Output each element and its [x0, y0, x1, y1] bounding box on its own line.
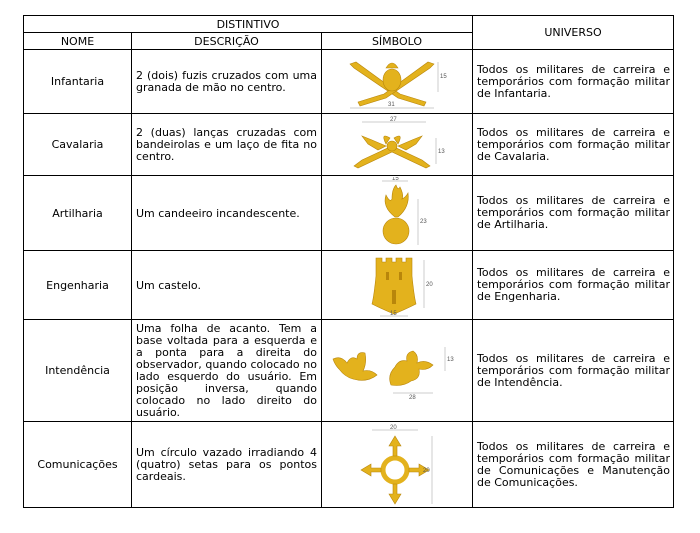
symbol-cell	[322, 50, 473, 114]
row-nome: Infantaria	[24, 50, 132, 114]
row-universo: Todos os militares de carreira e temporários com formação militar de Comunicações e Manutenção de Comunicações.	[473, 422, 674, 508]
header-simbolo: SÍMBOLO	[322, 33, 473, 50]
dim-label: 20	[423, 467, 430, 474]
dim-label: 13	[447, 356, 454, 363]
header-universo: UNIVERSO	[473, 16, 674, 50]
cavalaria-insignia-icon	[342, 116, 452, 174]
engenharia-insignia-icon	[352, 252, 442, 318]
row-nome: Engenharia	[24, 251, 132, 320]
row-nome: Cavalaria	[24, 114, 132, 176]
row-nome: Artilharia	[24, 176, 132, 251]
artilharia-insignia-icon	[352, 177, 442, 249]
table-row	[24, 320, 674, 422]
table-row	[24, 176, 674, 251]
dim-label: 15	[440, 73, 447, 80]
dim-label: 15	[392, 177, 399, 182]
header-distintivo: DISTINTIVO	[24, 16, 473, 33]
dim-label: 15	[390, 311, 397, 317]
row-nome: Comunicações	[24, 422, 132, 508]
table-row	[24, 50, 674, 114]
row-descricao: Um candeeiro incandescente.	[132, 176, 322, 251]
comunicacoes-insignia-icon	[352, 424, 442, 506]
dim-label: 20	[390, 424, 397, 431]
row-universo: Todos os militares de carreira e temporários com formação militar de Engenharia.	[473, 251, 674, 320]
row-universo: Todos os militares de carreira e temporários com formação militar de Artilharia.	[473, 176, 674, 251]
dim-label: 31	[388, 101, 395, 108]
row-universo: Todos os militares de carreira e temporários com formação militar de Intendência.	[473, 320, 674, 422]
table-row	[24, 114, 674, 176]
table-row	[24, 422, 674, 508]
symbol-cell	[322, 251, 473, 320]
dim-label: 28	[409, 394, 416, 401]
header-nome: NOME	[24, 33, 132, 50]
header-descricao: DESCRIÇÃO	[132, 33, 322, 50]
table-row	[24, 251, 674, 320]
dim-label: 23	[420, 219, 427, 225]
infantaria-insignia-icon	[342, 52, 452, 112]
dim-label: 27	[390, 116, 397, 123]
intendencia-insignia-icon	[327, 341, 467, 401]
row-descricao: Um círculo vazado irradiando 4 (quatro) setas para os pontos cardeais.	[132, 422, 322, 508]
row-descricao: Um castelo.	[132, 251, 322, 320]
row-descricao: Uma folha de acanto. Tem a base voltada para a esquerda e a ponta para a direita do observador, quando colocado no lado esquerdo do usuário. Em posição inversa, quando colocado no lado direito do usuário.	[132, 320, 322, 422]
row-universo: Todos os militares de carreira e temporários com formação militar de Cavalaria.	[473, 114, 674, 176]
symbol-cell	[322, 320, 473, 422]
symbol-cell	[322, 114, 473, 176]
distintivos-table	[23, 15, 674, 508]
row-descricao: 2 (duas) lanças cruzadas com bandeirolas e um laço de fita no centro.	[132, 114, 322, 176]
row-nome: Intendência	[24, 320, 132, 422]
row-universo: Todos os militares de carreira e temporários com formação militar de Infantaria.	[473, 50, 674, 114]
row-descricao: 2 (dois) fuzis cruzados com uma granada de mão no centro.	[132, 50, 322, 114]
symbol-cell	[322, 422, 473, 508]
dim-label: 20	[426, 282, 433, 288]
symbol-cell	[322, 176, 473, 251]
dim-label: 13	[438, 148, 445, 155]
